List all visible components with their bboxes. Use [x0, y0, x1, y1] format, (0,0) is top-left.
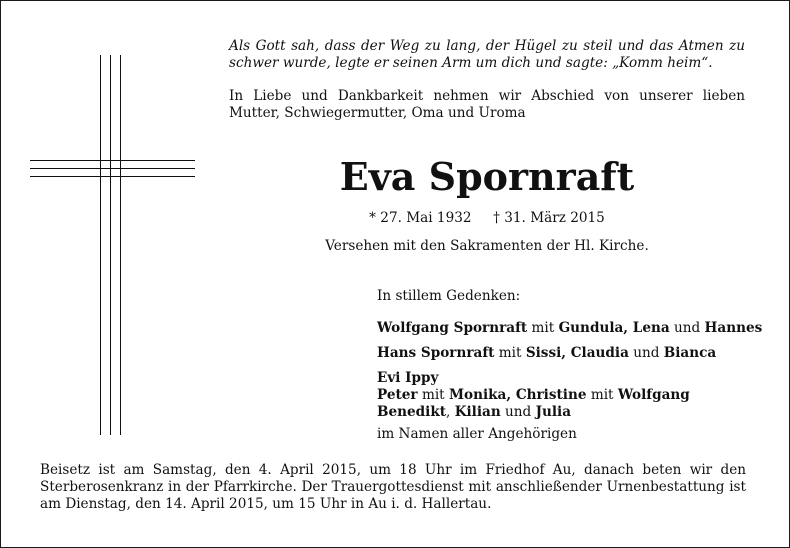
- funeral-notice: Beisetz ist am Samstag, den 4. April 2015, um 18 Uhr im Friedhof Au, danach beten wir den Sterberosenkranz in der Pfarrkirche. Der Trauergottesdienst mit anschließender Urnenbestattung ist am Dienstag, den 14. April 2015, um 15 Uhr in Au i. d. Hallertau.: [40, 462, 746, 512]
- mourner-line: Peter mit Monika, Christine mit Wolfgang: [377, 387, 690, 403]
- mourner-line: Hans Spornraft mit Sissi, Claudia und Bianca: [377, 345, 717, 361]
- death-date: † 31. März 2015: [493, 210, 605, 226]
- birth-date: * 27. Mai 1932: [369, 210, 472, 226]
- mourner-line: Evi Ippy: [377, 370, 439, 386]
- intro-text: In Liebe und Dankbarkeit nehmen wir Abschied von unserer lieben Mutter, Schwiegermutter, Oma und Uroma: [229, 88, 745, 121]
- mourner-line: Benedikt, Kilian und Julia: [377, 404, 572, 420]
- deceased-name: Eva Spornraft: [339, 154, 635, 199]
- mourner-line: Wolfgang Spornraft mit Gundula, Lena und Hannes: [377, 320, 763, 336]
- sacraments-text: Versehen mit den Sakramenten der Hl. Kirche.: [325, 238, 649, 254]
- life-dates: [229, 210, 745, 227]
- remembrance-heading: In stillem Gedenken:: [377, 288, 521, 304]
- closing-text: im Namen aller Angehörigen: [377, 426, 577, 442]
- mourners-list: [377, 320, 763, 421]
- quote-text: Als Gott sah, dass der Weg zu lang, der Hügel zu steil und das Atmen zu schwer wurde, legte er seinen Arm um dich und sagte: „Komm heim“.: [229, 38, 745, 71]
- cross-icon: [30, 55, 195, 435]
